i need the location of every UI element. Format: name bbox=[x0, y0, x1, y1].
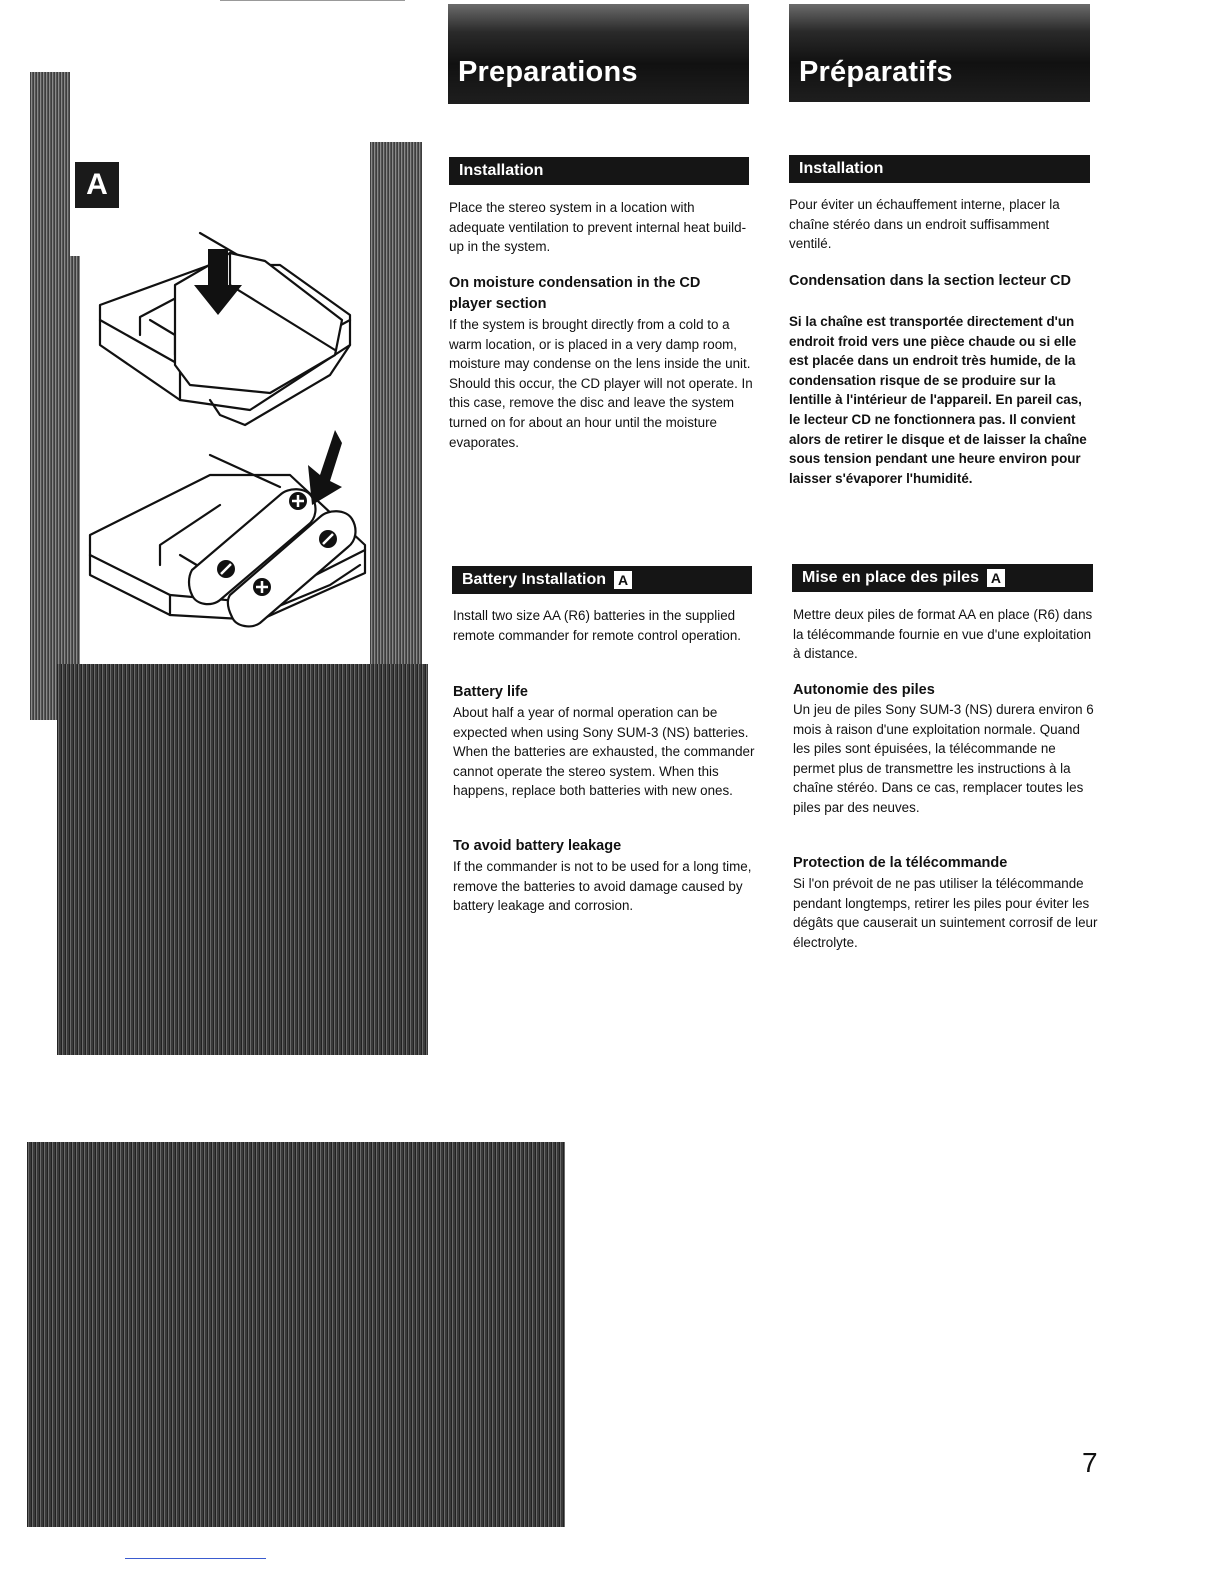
moisture-heading-fr: Condensation dans la section lecteur CD bbox=[789, 273, 1071, 289]
figure-label-box bbox=[75, 162, 119, 208]
page-number: 7 bbox=[1082, 1447, 1098, 1478]
scan-stripe-left-top bbox=[30, 72, 70, 258]
moisture-text-fr: Si la chaîne est transportée directement d'un endroit froid vers une pièce chaude ou si elle est placée dans un endroit très humide, de la condensation risque de se produire sur la lentille à l'intérieur de l'appareil. En pareil cas, le lecteur CD ne fonctionnera pas. Il convient alors de retirer le disque et de laisser la chaîne sous tension pendant une heure environ pour laisser s'évaporer l'humidité. bbox=[789, 314, 1087, 486]
scan-stripe-right bbox=[370, 142, 422, 667]
curved-arrow-icon bbox=[308, 430, 342, 505]
page-title-english: Preparations bbox=[448, 4, 749, 104]
page-title-french: Préparatifs bbox=[789, 4, 1090, 102]
scan-stripe-left-mid bbox=[30, 256, 80, 696]
moisture-text-en: If the system is brought directly from a cold to a warm location, or is placed in a very damp room, moisture may condense on the lens inside the unit. Should this occur, the CD player will not operate. In this case, remove the disc and leave the system turned on for about an hour until the moisture evaporates. bbox=[449, 317, 753, 450]
installation-text-fr: Pour éviter un échauffement interne, placer la chaîne stéréo dans un endroit suffisamment ventilé. bbox=[789, 197, 1060, 252]
battery-text-en: Install two size AA (R6) batteries in the supplied remote commander for remote control operation. bbox=[453, 608, 742, 643]
battery-life-text-fr: Un jeu de piles Sony SUM-3 (NS) durera environ 6 mois à raison d'une exploitation normale. Quand les piles sont épuisées, la télécommande ne permet plus de transmettre les instructions à la chaîne stéréo. Dans ce cas, remplacer toutes les piles par des neuves. bbox=[793, 702, 1094, 815]
battery-leak-heading-en: To avoid battery leakage bbox=[453, 838, 622, 854]
battery-leak-text-en: If the commander is not to be used for a long time, remove the batteries to avoid damage caused by battery leakage and corrosion. bbox=[453, 859, 752, 914]
battery-leak-heading-fr: Protection de la télécommande bbox=[793, 855, 1008, 871]
battery-life-heading-fr: Autonomie des piles bbox=[793, 682, 935, 698]
battery-leak-text-fr: Si l'on prévoit de ne pas utiliser la télécommande pendant longtemps, retirer les piles pour éviter les dégâts que causerait un suintement corrosif de leur électrolyte. bbox=[793, 876, 1098, 950]
top-rule bbox=[220, 0, 405, 1]
battery-life-heading-en: Battery life bbox=[453, 684, 528, 700]
installation-text-en: Place the stereo system in a location with adequate ventilation to prevent internal heat build-up in the system. bbox=[449, 200, 747, 255]
battery-heading-fr: Mise en place des piles A bbox=[792, 564, 1093, 592]
remote-battery-illustration bbox=[80, 225, 370, 665]
installation-heading-fr: Installation bbox=[789, 155, 1090, 183]
figure-label-text: A bbox=[86, 168, 108, 201]
scan-stripe-left-low bbox=[30, 694, 60, 720]
moisture-heading-en: On moisture condensation in the CD player section bbox=[449, 275, 701, 312]
battery-life-text-en: About half a year of normal operation can be expected when using Sony SUM-3 (NS) batteries. When the batteries are exhausted, the commander cannot operate the stereo system. When this happens, replace both batteries with new ones. bbox=[453, 705, 755, 799]
installation-heading-en: Installation bbox=[449, 157, 749, 185]
scan-block-middle bbox=[57, 664, 428, 1055]
bottom-rule bbox=[125, 1558, 266, 1559]
figure-ref-en: A bbox=[614, 571, 632, 589]
battery-heading-en: Battery Installation A bbox=[452, 566, 752, 594]
battery-text-fr: Mettre deux piles de format AA en place (R6) dans la télécommande fournie en vue d'une exploitation à distance. bbox=[793, 607, 1093, 662]
scan-block-bottom bbox=[27, 1142, 565, 1527]
figure-ref-fr: A bbox=[987, 569, 1005, 587]
